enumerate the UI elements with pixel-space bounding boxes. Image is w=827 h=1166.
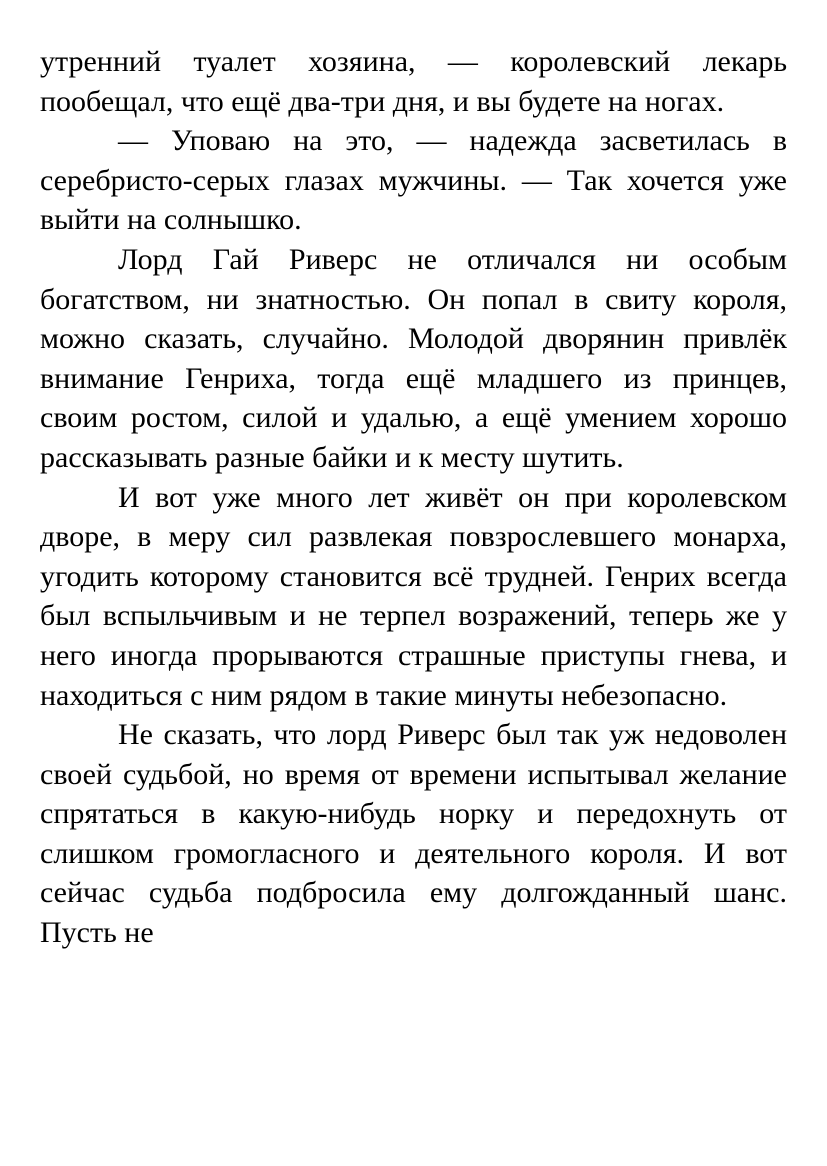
paragraph-3: Лорд Гай Риверс не отличался ни особым богатством, ни знатностью. Он попал в свиту короля, можно сказать, случайно. Молодой дворянин привлёк внимание Генриха, тогда ещё младшего из принцев, своим ростом, силой и удалью, а ещё умением хорошо рассказывать разные байки и к месту шутить. (40, 242, 787, 474)
paragraph-4: И вот уже много лет живёт он при королевском дворе, в меру сил развлекая повзрослевшего монарха, угодить которому становится всё трудней. Генрих всегда был вспыльчивым и не терпел возражений, теперь же у него иногда прорываются страшные приступы гнева, и находиться с ним рядом в такие минуты небезопасно. (40, 480, 787, 712)
paragraph-5: Не сказать, что лорд Риверс был так уж недоволен своей судьбой, но время от времени испытывал желание спрятаться в какую-нибудь норку и передохнуть от слишком громогласного и деятельного короля. И вот сейчас судьба подбросила ему долгожданный шанс. Пусть не (40, 718, 787, 950)
paragraph-1: утренний туалет хозяина, — королевский лекарь пообещал, что ещё два-три дня, и вы будете на ногах. (40, 45, 787, 118)
document-page (40, 42, 787, 953)
paragraph-2: — Уповаю на это, — надежда засветилась в серебристо-серых глазах мужчины. — Так хочется уже выйти на солнышко. (40, 124, 787, 237)
